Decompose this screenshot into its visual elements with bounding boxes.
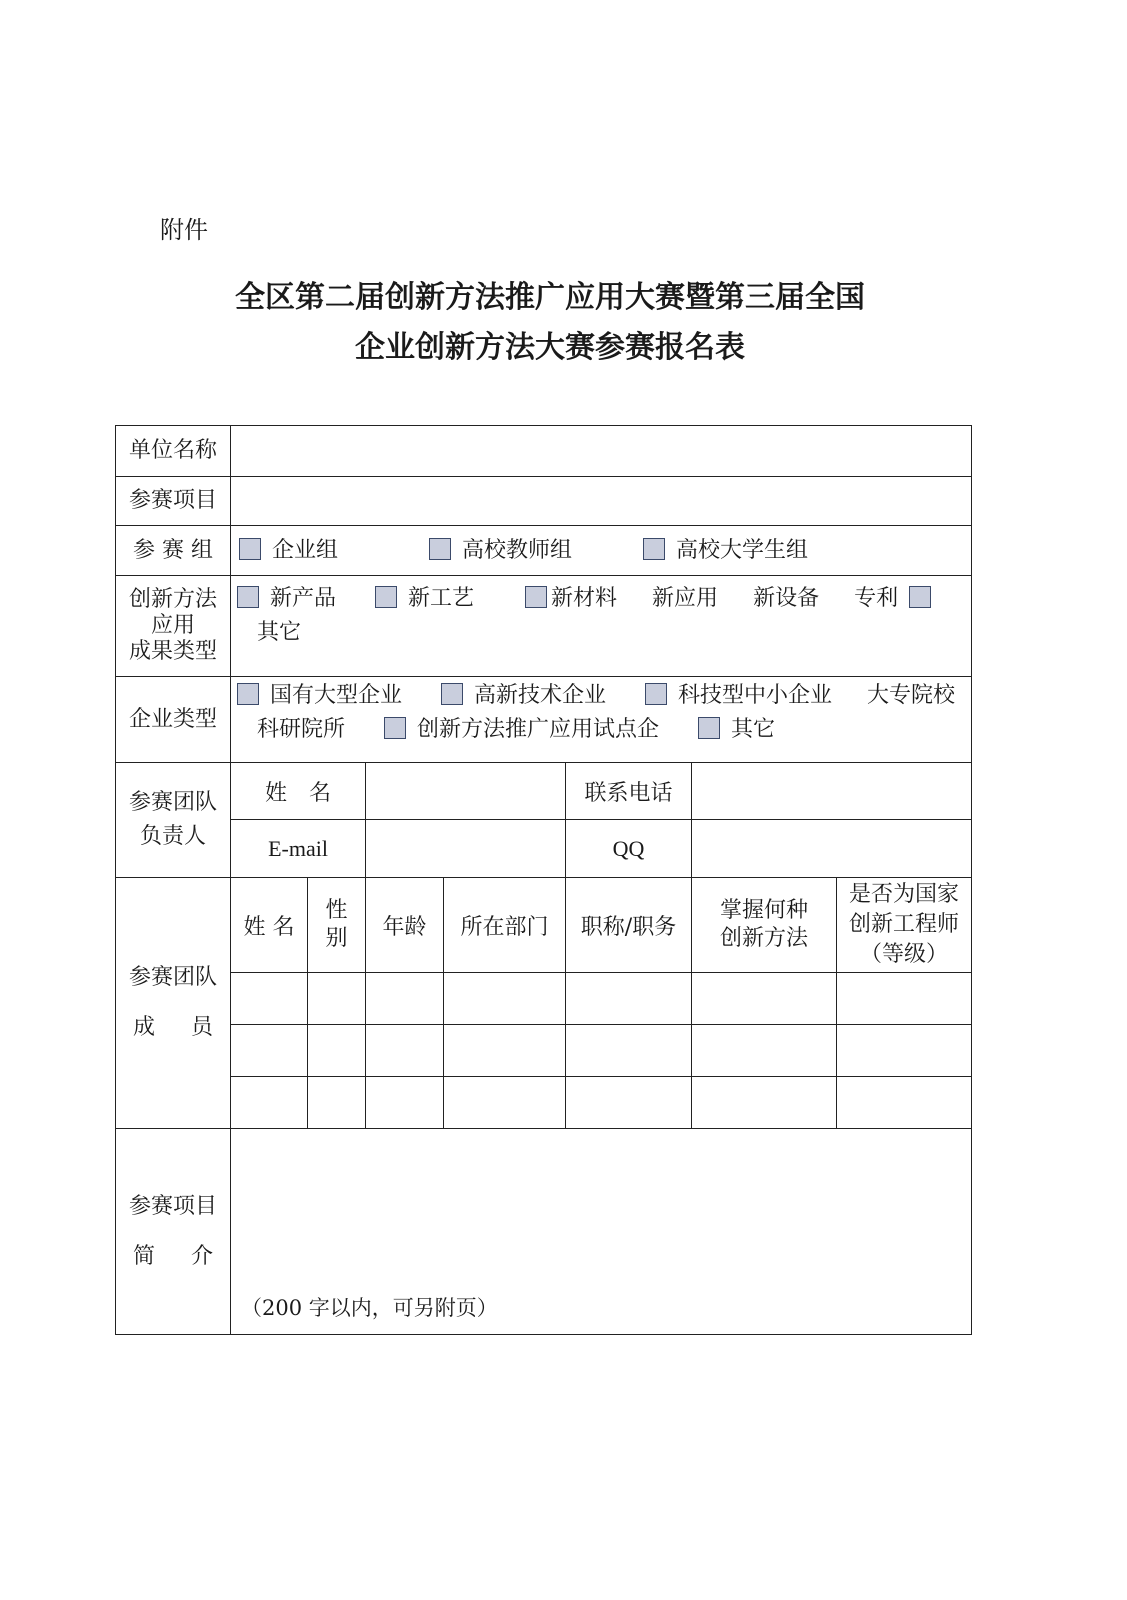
member-cell[interactable] (837, 1077, 972, 1129)
checkbox-student-group[interactable] (643, 538, 665, 560)
member-cell[interactable] (837, 1025, 972, 1077)
option-teacher-group: 高校教师组 (462, 537, 573, 563)
checkbox-patent[interactable] (909, 586, 931, 608)
leader-email-field[interactable] (366, 820, 566, 878)
member-cell[interactable] (566, 1077, 692, 1129)
member-cell[interactable] (308, 973, 366, 1025)
leader-phone-label: 联系电话 (566, 763, 692, 820)
leader-phone-field[interactable] (692, 763, 972, 820)
member-cell[interactable] (444, 1025, 566, 1077)
member-cell[interactable] (308, 1077, 366, 1129)
group-label: 参 赛 组 (116, 526, 231, 576)
option-new-material: 新材料 (551, 586, 618, 611)
member-row (116, 1077, 972, 1129)
leader-name-field[interactable] (366, 763, 566, 820)
member-cell[interactable] (366, 1025, 444, 1077)
result-type-label: 创新方法 应用 成果类型 (116, 576, 231, 677)
option-college: 大专院校 (867, 683, 956, 708)
enterprise-type-options (231, 677, 972, 763)
attachment-label: 附件 (160, 216, 208, 244)
option-new-product: 新产品 (270, 586, 337, 611)
checkbox-state-enterprise[interactable] (237, 683, 259, 705)
checkbox-other-enterprise[interactable] (698, 717, 720, 739)
member-cell[interactable] (837, 973, 972, 1025)
checkbox-new-material[interactable] (525, 586, 547, 608)
member-cell[interactable] (444, 973, 566, 1025)
member-cell[interactable] (366, 1077, 444, 1129)
option-research-institute: 科研院所 (257, 717, 346, 742)
option-new-process: 新工艺 (408, 586, 475, 611)
option-new-application: 新应用 (652, 586, 719, 611)
checkbox-enterprise-group[interactable] (239, 538, 261, 560)
member-row (116, 973, 972, 1025)
leader-qq-label: QQ (566, 820, 692, 878)
group-options (231, 526, 972, 576)
intro-label: 参赛项目 简 介 (116, 1129, 231, 1335)
option-state-enterprise: 国有大型企业 (270, 683, 403, 708)
member-cell[interactable] (566, 973, 692, 1025)
option-enterprise-group: 企业组 (272, 537, 339, 563)
member-cell[interactable] (566, 1025, 692, 1077)
intro-field[interactable] (231, 1129, 972, 1335)
member-cell[interactable] (692, 1025, 837, 1077)
member-header-engineer: 是否为国家创新工程师（等级） (837, 878, 972, 973)
checkbox-sme-enterprise[interactable] (645, 683, 667, 705)
form-title-line-1: 全区第二届创新方法推广应用大赛暨第三届全国 (235, 280, 865, 315)
leader-name-label: 姓 名 (231, 763, 366, 820)
member-header-method: 掌握何种创新方法 (692, 878, 837, 973)
option-pilot-enterprise: 创新方法推广应用试点企 (417, 717, 660, 742)
option-student-group: 高校大学生组 (676, 537, 809, 563)
leader-label: 参赛团队 负责人 (116, 763, 231, 878)
option-patent: 专利 (854, 586, 899, 611)
option-hightech-enterprise: 高新技术企业 (474, 683, 607, 708)
option-other-enterprise: 其它 (731, 717, 776, 742)
member-row (116, 1025, 972, 1077)
option-other-result: 其它 (257, 620, 302, 645)
result-type-options (231, 576, 972, 677)
checkbox-hightech-enterprise[interactable] (441, 683, 463, 705)
project-label: 参赛项目 (116, 477, 231, 526)
checkbox-teacher-group[interactable] (429, 538, 451, 560)
checkbox-new-product[interactable] (237, 586, 259, 608)
intro-note: （200 字以内，可另附页） (241, 1296, 498, 1320)
member-cell[interactable] (231, 973, 308, 1025)
member-cell[interactable] (366, 973, 444, 1025)
project-field[interactable] (231, 477, 972, 526)
enterprise-type-label: 企业类型 (116, 677, 231, 763)
option-new-equipment: 新设备 (753, 586, 820, 611)
checkbox-pilot-enterprise[interactable] (384, 717, 406, 739)
member-cell[interactable] (692, 973, 837, 1025)
leader-qq-field[interactable] (692, 820, 972, 878)
member-cell[interactable] (231, 1077, 308, 1129)
member-cell[interactable] (444, 1077, 566, 1129)
checkbox-new-process[interactable] (375, 586, 397, 608)
member-header-age: 年龄 (366, 878, 444, 973)
leader-email-label: E-mail (231, 820, 366, 878)
option-sme-enterprise: 科技型中小企业 (678, 683, 833, 708)
member-header-title: 职称/职务 (566, 878, 692, 973)
member-header-gender: 性别 (308, 878, 366, 973)
member-cell[interactable] (231, 1025, 308, 1077)
member-header-name: 姓 名 (231, 878, 308, 973)
member-cell[interactable] (308, 1025, 366, 1077)
registration-form-table (115, 425, 972, 1335)
member-header-department: 所在部门 (444, 878, 566, 973)
members-label: 参赛团队 成 员 (116, 878, 231, 1129)
unit-name-label: 单位名称 (116, 426, 231, 477)
unit-name-field[interactable] (231, 426, 972, 477)
member-cell[interactable] (692, 1077, 837, 1129)
form-title-line-2: 企业创新方法大赛参赛报名表 (355, 330, 745, 365)
